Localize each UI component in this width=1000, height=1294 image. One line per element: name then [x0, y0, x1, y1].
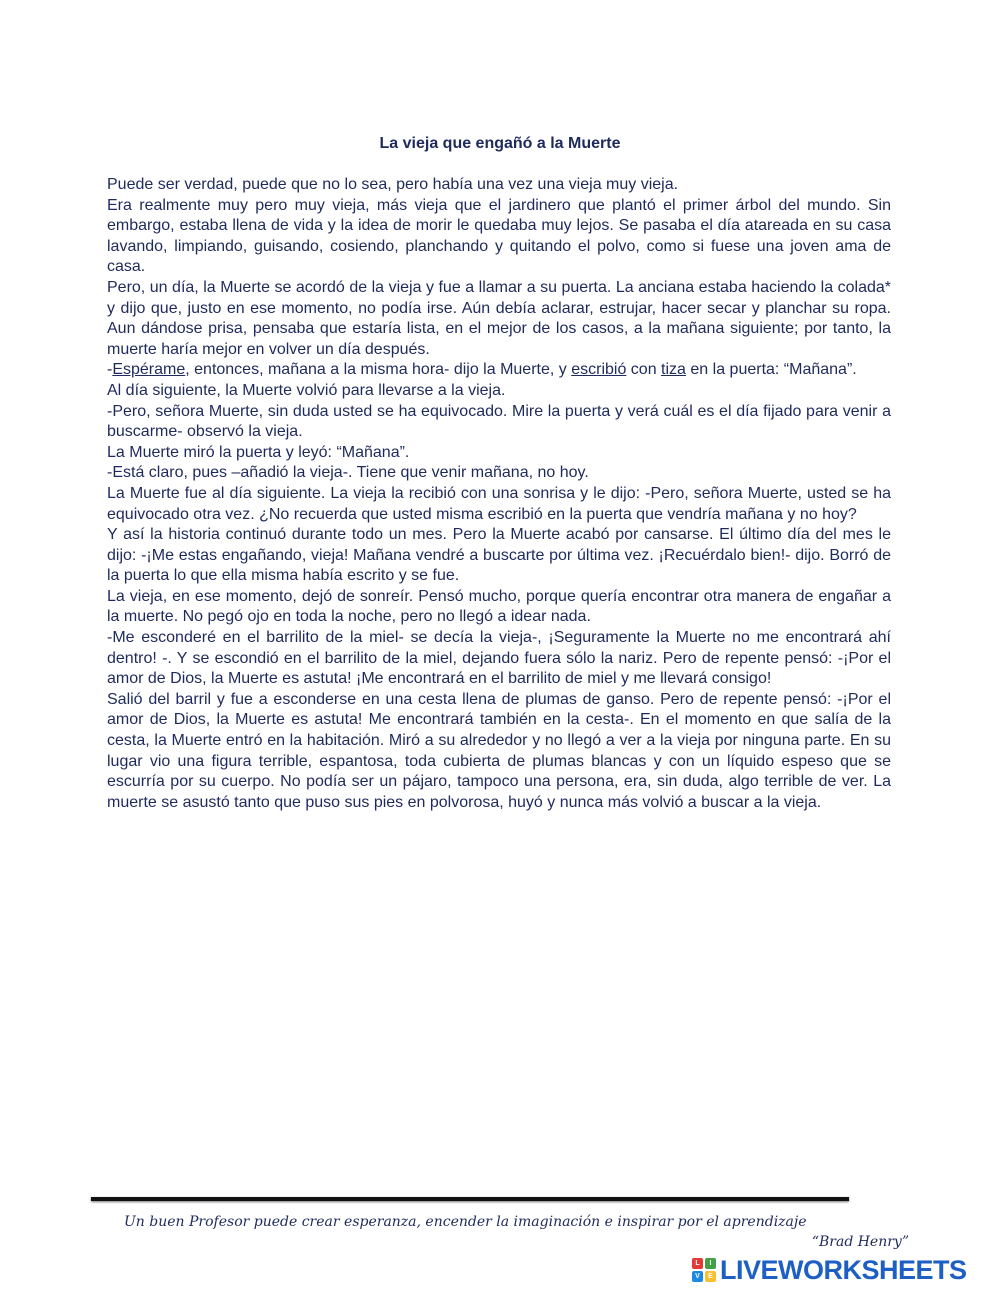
story-paragraph: Salió del barril y fue a esconderse en una cesta llena de plumas de ganso. Pero de repente pensó: -¡Por el amor de Dios, la Muerte es astuta! Me encontrará también en la cesta-. En el momento en que salía de la cesta, la Muerte entró en la habitación. Miró a su alrededor y no llegó a ver a la vieja por ninguna parte. En su lugar vio una figura terrible, espantosa, toda cubierta de plumas blancas y con un líquido espeso que se escurría por su cuerpo. No podía ser un pájaro, tampoco una persona, era, sin duda, algo terrible de ver. La muerte se asustó tanto que puso sus pies en polvorosa, huyó y nunca más volvió a buscar a la vieja. — [107, 690, 891, 811]
story-paragraph: La Muerte miró la puerta y leyó: “Mañana”. — [107, 443, 410, 461]
story-text: - — [107, 361, 113, 379]
story-body — [107, 175, 891, 813]
footer-author: “Brad Henry” — [811, 1234, 909, 1250]
story-paragraph: Y así la historia continuó durante todo un mes. Pero la Muerte acabó por cansarse. El último día del mes le dijo: -¡Me estas engañando, vieja! Mañana vendré a buscarte por última vez. ¡Recuérdalo bien!- dijo. Borró de la puerta lo que ella misma había escrito y se fue. — [107, 526, 891, 585]
underlined-word: escribió — [571, 361, 627, 379]
liveworksheets-brand — [692, 1255, 967, 1285]
story-paragraph: La vieja, en ese momento, dejó de sonreír. Pensó mucho, porque quería encontrar otra manera de engañar a la muerte. No pegó ojo en toda la noche, pero no llegó a idear nada. — [107, 587, 891, 626]
story-paragraph: -Pero, señora Muerte, sin duda usted se ha equivocado. Mire la puerta y verá cuál es el día fijado para venir a buscarme- observó la vieja. — [107, 402, 891, 441]
logo-tile: E — [705, 1271, 716, 1282]
underlined-word: Espérame — [112, 361, 186, 379]
story-text: con — [626, 361, 662, 379]
story-paragraph: Puede ser verdad, puede que no lo sea, pero había una vez una vieja muy vieja. — [107, 176, 679, 193]
liveworksheets-logo-icon — [692, 1258, 716, 1282]
page-title: La vieja que engañó a la Muerte — [379, 135, 621, 152]
logo-tile: I — [705, 1258, 716, 1269]
story-paragraph: -Me esconderé en el barrilito de la miel- se decía la vieja-, ¡Seguramente la Muerte no me encontrará ahí dentro! -. Y se escondió en el barrilito de la miel, dejando fuera sólo la nariz. Pero de repente pensó: -¡Por el amor de Dios, la Muerte es astuta! ¡Me encontrará en el barrilito de miel y me llevará consigo! — [107, 629, 891, 688]
story-paragraph: -Está claro, pues –añadió la vieja-. Tiene que venir mañana, no hoy. — [107, 464, 589, 482]
story-paragraph — [107, 360, 891, 381]
underlined-word: tiza — [661, 361, 686, 379]
story-text: en la puerta: “Mañana”. — [685, 361, 857, 379]
story-paragraph: Al día siguiente, la Muerte volvió para llevarse a la vieja. — [107, 381, 506, 399]
footer-divider — [91, 1197, 849, 1201]
story-paragraph: Pero, un día, la Muerte se acordó de la vieja y fue a llamar a su puerta. La anciana estaba haciendo la colada* y dijo que, justo en ese momento, no podía irse. Aún debía aclarar, estrujar, hacer secar y planchar su ropa. Aun dándose prisa, pensaba que estaría lista, en el mejor de los casos, a la mañana siguiente; por tanto, la muerte haría mejor en volver un día después. — [107, 278, 891, 358]
story-paragraph: Era realmente muy pero muy vieja, más vieja que el jardinero que plantó el primer árbol del mundo. Sin embargo, estaba llena de vida y la idea de morir le quedaba muy lejos. Se pasaba el día atareada en su casa lavando, limpiando, guisando, cosiendo, planchando y quitando el polvo, como si fuese una joven ama de casa. — [107, 196, 891, 276]
logo-tile: V — [692, 1271, 703, 1282]
story-paragraph: La Muerte fue al día siguiente. La vieja la recibió con una sonrisa y le dijo: -Pero, señora Muerte, usted se ha equivocado otra vez. ¿No recuerda que usted misma escribió en la puerta que vendría mañana y no hoy? — [107, 484, 891, 523]
liveworksheets-wordmark: LIVEWORKSHEETS — [720, 1255, 967, 1285]
logo-tile: L — [692, 1258, 703, 1269]
story-text: , entonces, mañana a la misma hora- dijo la Muerte, y — [185, 361, 572, 379]
footer-quote: Un buen Profesor puede crear esperanza, encender la imaginación e inspirar por el aprendizaje — [124, 1214, 807, 1230]
